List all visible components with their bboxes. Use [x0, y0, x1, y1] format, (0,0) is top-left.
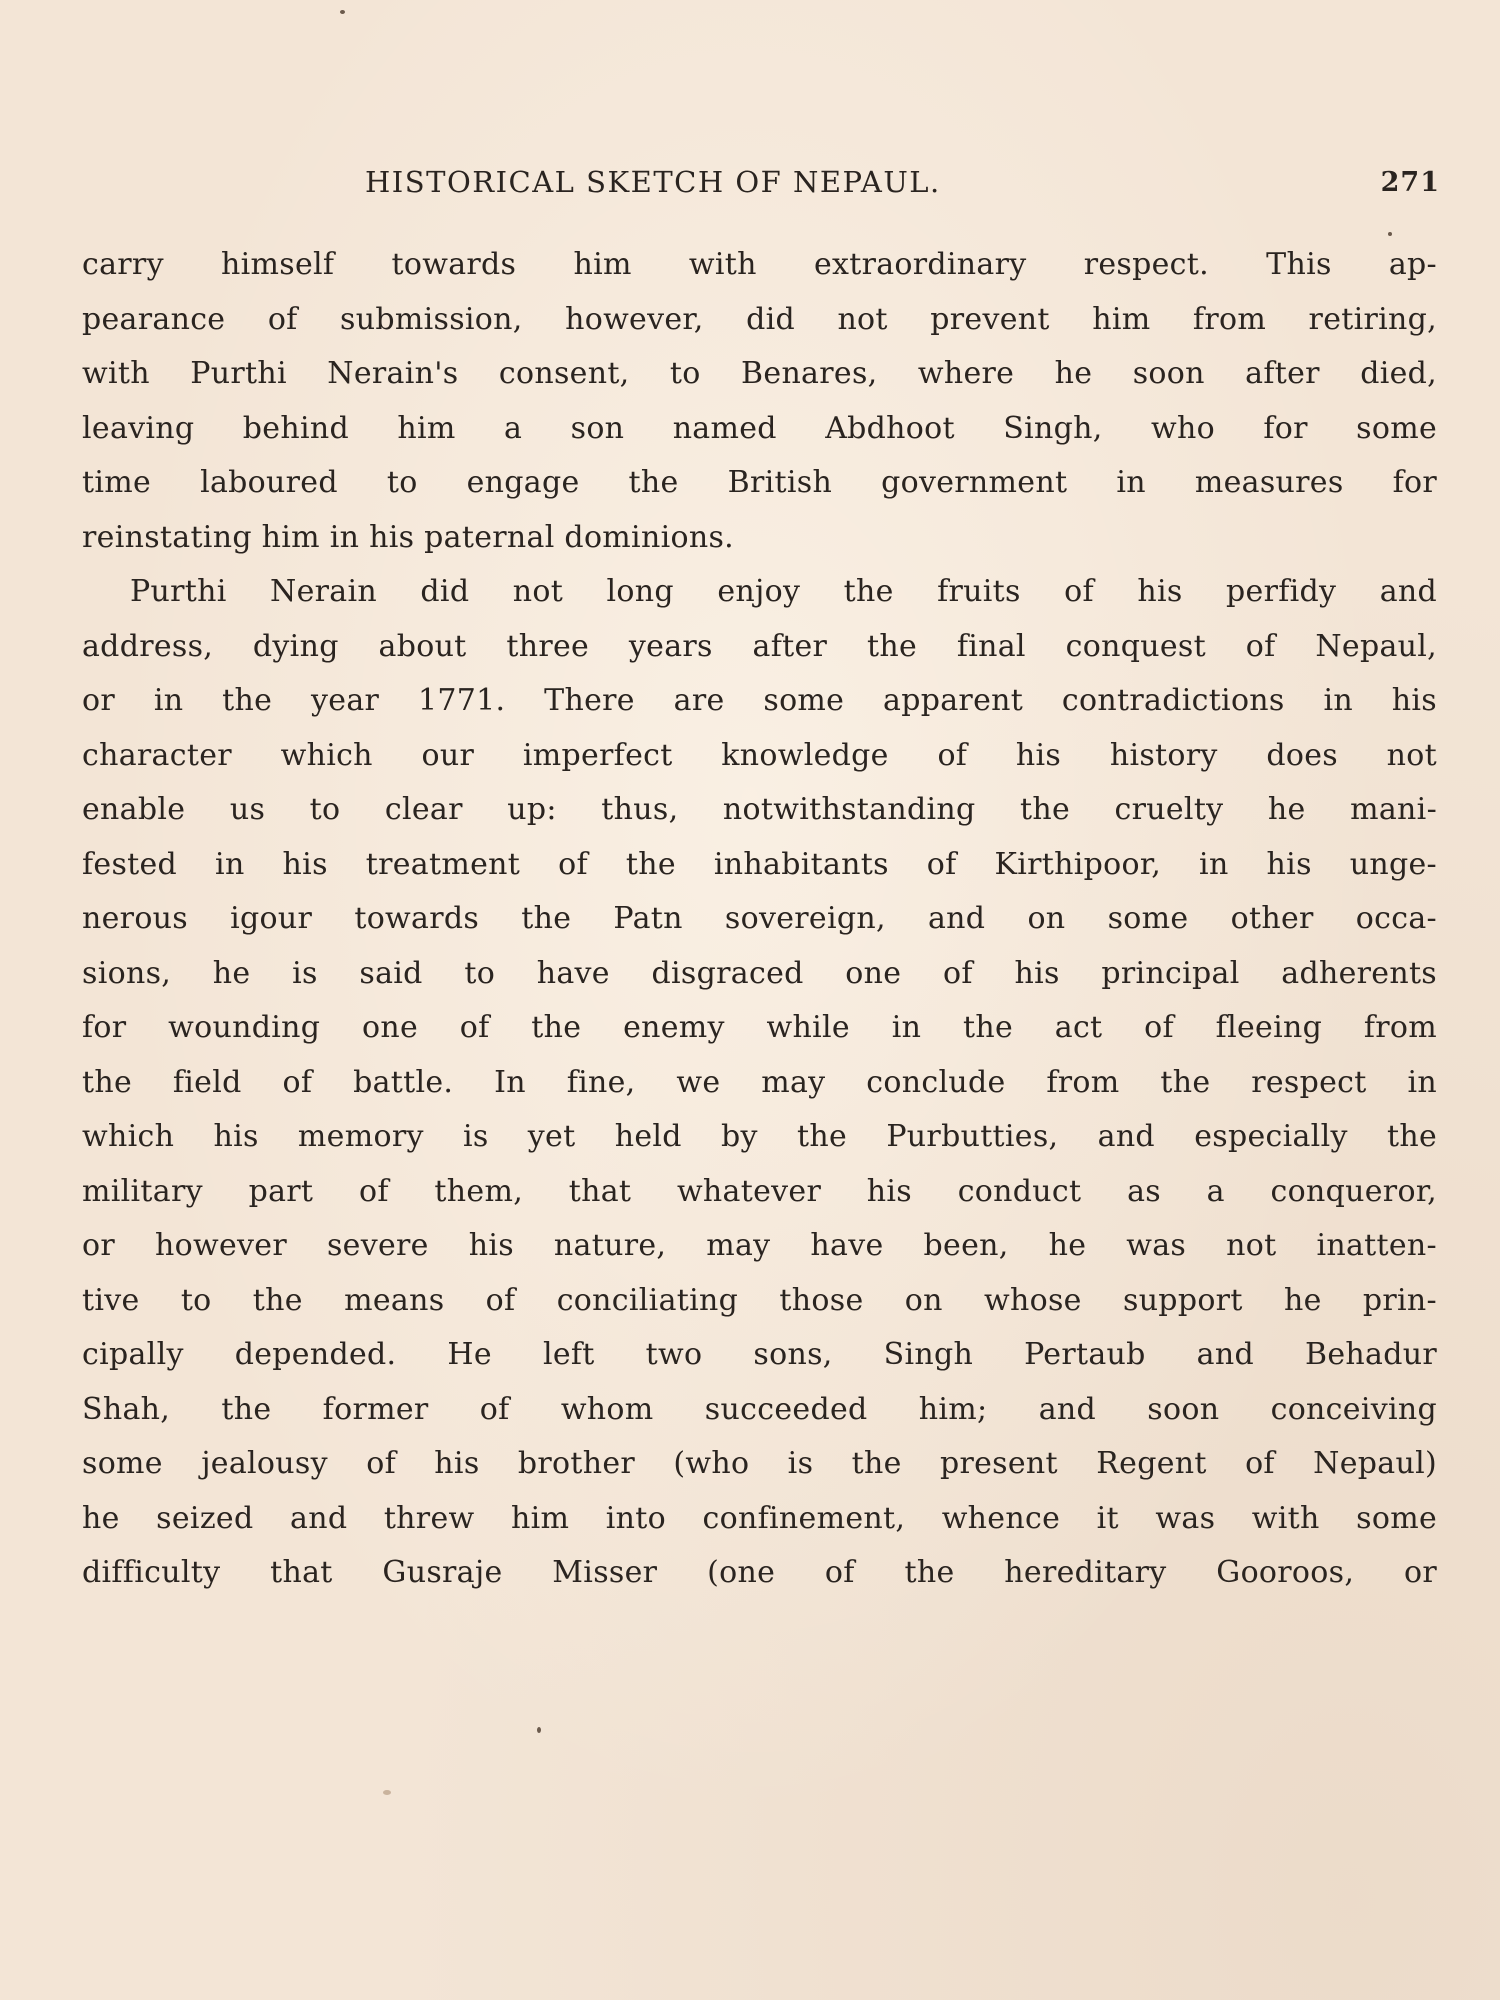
text-line: Purthi Nerain did not long enjoy the fruits of his perfidy and: [130, 574, 1437, 609]
text-line: or in the year 1771. There are some apparent contradictions in his: [82, 683, 1437, 718]
page-number: 271: [1380, 167, 1440, 198]
paragraph-1: [82, 238, 1437, 565]
text-line: leaving behind him a son named Abdhoot Singh, who for some: [82, 410, 1437, 446]
text-line: cipally depended. He left two sons, Singh Pertaub and Behadur: [82, 1337, 1437, 1372]
text-line: Shah, the former of whom succeeded him; and soon conceiving: [82, 1391, 1437, 1427]
text-line: sions, he is said to have disgraced one of his principal adherents: [82, 955, 1437, 991]
text-line: with Purthi Nerain's consent, to Benares, where he soon after died,: [82, 356, 1437, 391]
text-line: tive to the means of conciliating those on whose support he prin-: [82, 1282, 1437, 1318]
paper-speck: [383, 1790, 391, 1795]
text-line: for wounding one of the enemy while in the act of fleeing from: [82, 1010, 1437, 1045]
text-line: military part of them, that whatever his conduct as a conqueror,: [82, 1173, 1437, 1209]
text-line: time laboured to engage the British government in measures for: [82, 465, 1437, 500]
text-line: nerous igour towards the Patn sovereign, and on some other occa-: [82, 901, 1437, 936]
body-text: [82, 238, 1437, 1601]
paper-speck: [1388, 232, 1392, 236]
running-head: [80, 165, 1440, 205]
text-line: pearance of submission, however, did not prevent him from retiring,: [82, 301, 1437, 337]
text-line: address, dying about three years after the final conquest of Nepaul,: [82, 628, 1437, 664]
text-line: some jealousy of his brother (who is the present Regent of Nepaul): [82, 1446, 1437, 1481]
text-line: he seized and threw him into confinement, whence it was with some: [82, 1500, 1437, 1536]
text-line: which his memory is yet held by the Purbutties, and especially the: [82, 1119, 1437, 1154]
text-line: reinstating him in his paternal dominions.: [82, 519, 734, 555]
text-line: or however severe his nature, may have been, he was not inatten-: [82, 1228, 1437, 1263]
text-line: the field of battle. In fine, we may conclude from the respect in: [82, 1064, 1437, 1100]
text-line: enable us to clear up: thus, notwithstanding the cruelty he mani-: [82, 792, 1437, 827]
text-line: fested in his treatment of the inhabitants of Kirthipoor, in his unge-: [82, 846, 1437, 882]
running-title: HISTORICAL SKETCH OF NEPAUL.: [365, 165, 941, 199]
text-line: difficulty that Gusraje Misser (one of the hereditary Gooroos, or: [82, 1555, 1437, 1590]
paragraph-2: [82, 565, 1437, 1601]
paper-speck: [340, 10, 345, 14]
paper-speck: [537, 1727, 541, 1733]
text-line: character which our imperfect knowledge of his history does not: [82, 737, 1437, 773]
text-line: carry himself towards him with extraordinary respect. This ap-: [82, 247, 1437, 282]
